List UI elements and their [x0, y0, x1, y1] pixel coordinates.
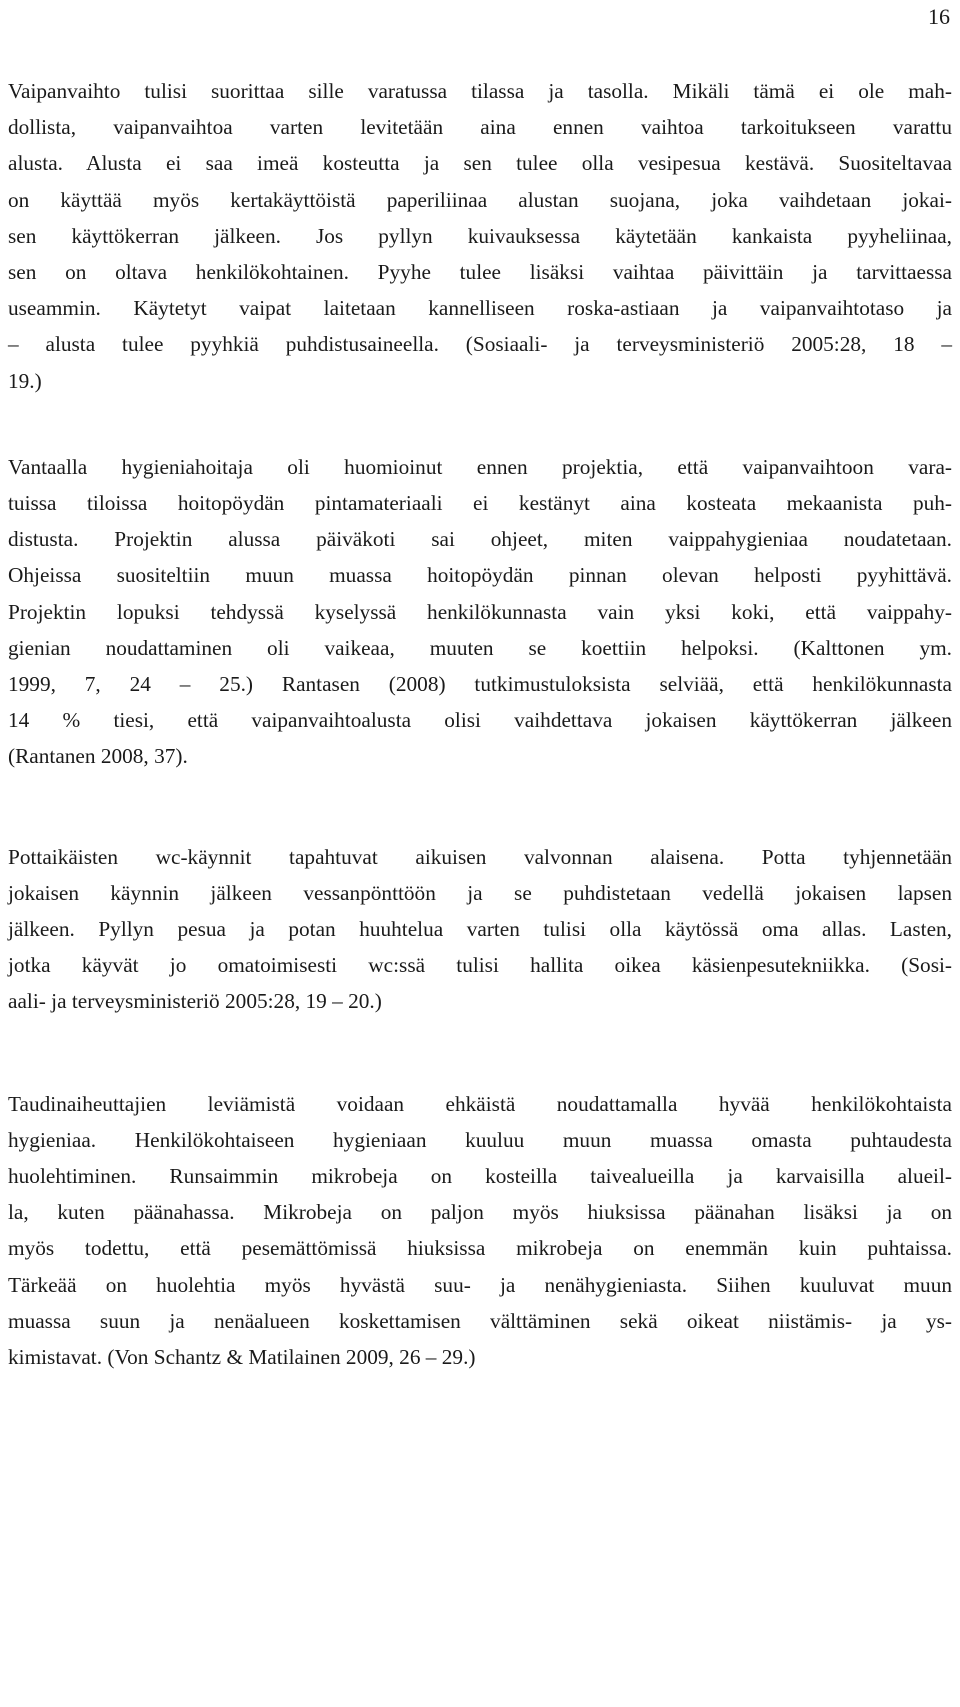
text-line: Vantaalla hygieniahoitaja oli huomioinut ennen projektia, että vaipanvaihtoon vara- — [8, 454, 952, 479]
text-line: muassa suun ja nenäalueen koskettamisen välttäminen sekä oikeat niistämis- ja ys- — [8, 1308, 952, 1333]
text-line: 19.) — [8, 368, 42, 393]
text-line: myös todettu, että pesemättömissä hiuksissa mikrobeja on enemmän kuin puhtaissa. — [8, 1236, 952, 1261]
text-line: la, kuten päänahassa. Mikrobeja on paljon myös hiuksissa päänahan lisäksi ja on — [8, 1200, 952, 1225]
document-body — [8, 73, 952, 1375]
paragraph-vantaa-project — [8, 449, 952, 775]
text-line: tuissa tiloissa hoitopöydän pintamateriaali ei kestänyt aina kosteata mekaanista puh- — [8, 491, 952, 516]
text-line: – alusta tulee pyyhkiä puhdistusaineella. (Sosiaali- ja terveysministeriö 2005:28, 18 – — [8, 332, 952, 357]
paragraph-personal-hygiene — [8, 1086, 952, 1376]
text-line: Projektin lopuksi tehdyssä kyselyssä henkilökunnasta vain yksi koki, että vaippahy- — [8, 599, 952, 624]
paragraph-diaper-changing — [8, 73, 952, 399]
text-line: Vaipanvaihto tulisi suorittaa sille varatussa tilassa ja tasolla. Mikäli tämä ei ole mah- — [8, 79, 952, 103]
page-number: 16 — [928, 4, 950, 29]
text-line: kimistavat. (Von Schantz & Matilainen 2009, 26 – 29.) — [8, 1345, 476, 1370]
text-line: sen käyttökerran jälkeen. Jos pyllyn kuivauksessa käytetään kankaista pyyheliinaa, — [8, 223, 952, 248]
text-line: on käyttää myös kertakäyttöistä paperiliinaa alustan suojana, joka vaihdetaan jokai- — [8, 187, 952, 212]
text-line: Taudinaiheuttajien leviämistä voidaan ehkäistä noudattamalla hyvää henkilökohtaista — [8, 1091, 952, 1116]
text-line: 1999, 7, 24 – 25.) Rantasen (2008) tutkimustuloksista selviää, että henkilökunnasta — [8, 672, 952, 697]
text-line: huolehtiminen. Runsaimmin mikrobeja on kosteilla taivealueilla ja karvaisilla alueil- — [8, 1164, 952, 1189]
text-line: useammin. Käytetyt vaipat laitetaan kannelliseen roska-astiaan ja vaipanvaihtotaso ja — [8, 296, 952, 321]
text-line: Ohjeissa suositeltiin muun muassa hoitopöydän pinnan olevan helposti pyyhittävä. — [8, 563, 952, 588]
text-line: hygieniaa. Henkilökohtaiseen hygieniaan kuuluu muun muassa omasta puhtaudesta — [8, 1127, 952, 1152]
text-line: 14 % tiesi, että vaipanvaihtoalusta olisi vaihdettava jokaisen käyttökerran jälkeen — [8, 708, 952, 733]
paragraph-potty — [8, 839, 952, 1020]
text-line: distusta. Projektin alussa päiväkoti sai ohjeet, miten vaippahygieniaa noudatetaan. — [8, 527, 952, 552]
paragraph-spacer — [8, 1020, 952, 1086]
text-line: sen on oltava henkilökohtainen. Pyyhe tulee lisäksi vaihtaa päivittäin ja tarvittaessa — [8, 260, 952, 285]
text-line: Pottaikäisten wc-käynnit tapahtuvat aikuisen valvonnan alaisena. Potta tyhjennetään — [8, 844, 952, 869]
text-line: alusta. Alusta ei saa imeä kosteutta ja sen tulee olla vesipesua kestävä. Suositeltavaa — [8, 151, 952, 176]
text-line: dollista, vaipanvaihtoa varten levitetään aina ennen vaihtoa tarkoitukseen varattu — [8, 115, 952, 140]
text-line: jokaisen käynnin jälkeen vessanpönttöön ja se puhdistetaan vedellä jokaisen lapsen — [8, 880, 952, 905]
text-line: Tärkeää on huolehtia myös hyvästä suu- ja nenähygieniasta. Siihen kuuluvat muun — [8, 1272, 952, 1297]
text-line: jälkeen. Pyllyn pesua ja potan huuhtelua varten tulisi olla käytössä oma allas. Lasten, — [8, 917, 952, 942]
text-line: (Rantanen 2008, 37). — [8, 744, 188, 769]
text-line: jotka käyvät jo omatoimisesti wc:ssä tulisi hallita oikea käsienpesutekniikka. (Sosi- — [8, 953, 952, 978]
text-line: aali- ja terveysministeriö 2005:28, 19 – 20.) — [8, 989, 382, 1014]
paragraph-spacer — [8, 399, 952, 449]
text-line: gienian noudattaminen oli vaikeaa, muuten se koettiin helpoksi. (Kalttonen ym. — [8, 635, 952, 660]
paragraph-spacer — [8, 775, 952, 839]
